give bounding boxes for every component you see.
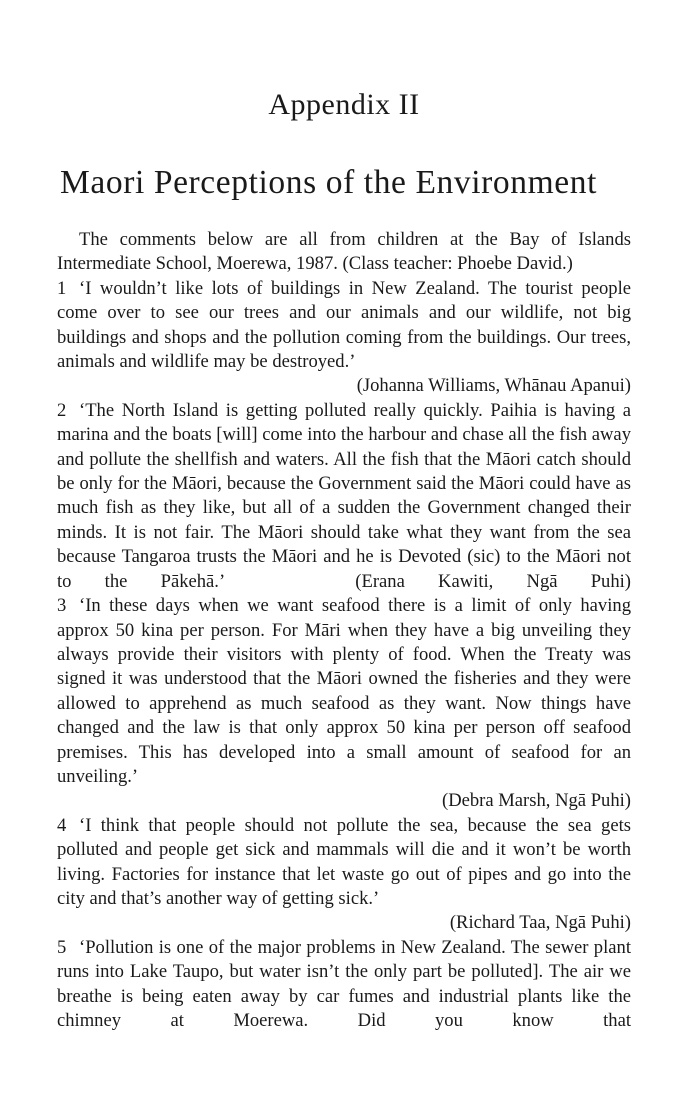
comment-5 [57, 936, 631, 1034]
comment-text: ‘I wouldn’t like lots of buildings in New Zealand. The tourist people come over to see our trees and our animals and our wildlife, not big buildings and shops and the pollution coming from the buildings. Our trees, animals and wildlife may be destroyed.’ [57, 277, 631, 373]
appendix-label: Appendix II [268, 88, 420, 121]
comment-text: ‘Pollution is one of the major problems in New Zealand. The sewer plant runs into Lake Taupo, but water isn’t the only part be polluted]. The air we breathe is being eaten away by car fumes and industrial plants like the chimney at Moerewa. Did you know that [57, 936, 631, 1031]
comment-attribution: (Richard Taa, Ngā Puhi) [449, 912, 631, 934]
comment-number: 4 [57, 814, 67, 836]
comment-number: 5 [57, 936, 67, 958]
comment-text: ‘The North Island is getting polluted really quickly. Paihia is having a marina and the boats [will] come into the harbour and chase all the fish away and pollute the shellfish and waters. All the fish that the Māori catch should be only for the Māori, because the Government said the Māori could have as much fish as they like, but all of a sudden the Government changed their minds. It is not fair. The Māori should take what they want from the sea because Tangaroa trusts the Māori and he is Devoted (sic) to the Māori not to the Pākehā.’ [57, 399, 631, 592]
comment-number: 1 [57, 277, 67, 299]
comment-text: ‘In these days when we want seafood there is a limit of only having approx 50 kina per person. For Māri when they have a big unveiling they always provide their visitors with plenty of food. When the Treaty was signed it was understood that the Māori owned the fisheries and they were allowed to apprehend as much seafood as they want. Now things have changed and the law is that only approx 50 kina per person off seafood premises. This has developed into a small amount of seafood for an unveiling.’ [57, 595, 631, 787]
comment-1 [57, 277, 631, 375]
chapter-title: Maori Perceptions of the Environment [60, 164, 598, 201]
comment-3 [57, 594, 631, 789]
comment-attribution: (Johanna Williams, Whānau Apanui) [356, 375, 631, 397]
intro-paragraph: The comments below are all from children at the Bay of Islands Intermediate School, Moerewa, 1987. (Class teacher: Phoebe David.) [57, 229, 631, 275]
comment-2 [57, 399, 631, 594]
comment-attribution: (Debra Marsh, Ngā Puhi) [442, 790, 631, 812]
comment-4 [57, 814, 631, 912]
comment-attribution: (Erana Kawiti, Ngā Puhi) [355, 570, 631, 592]
page-body [57, 228, 631, 1033]
comment-number: 2 [57, 399, 67, 421]
comment-text: ‘I think that people should not pollute the sea, because the sea gets polluted and people get sick and mammals will die and it won’t be worth living. Factories for instance that let waste go out of pipes and go into the city and that’s another way of getting sick.’ [57, 814, 631, 909]
book-page [57, 0, 631, 1118]
comment-number: 3 [57, 595, 67, 617]
